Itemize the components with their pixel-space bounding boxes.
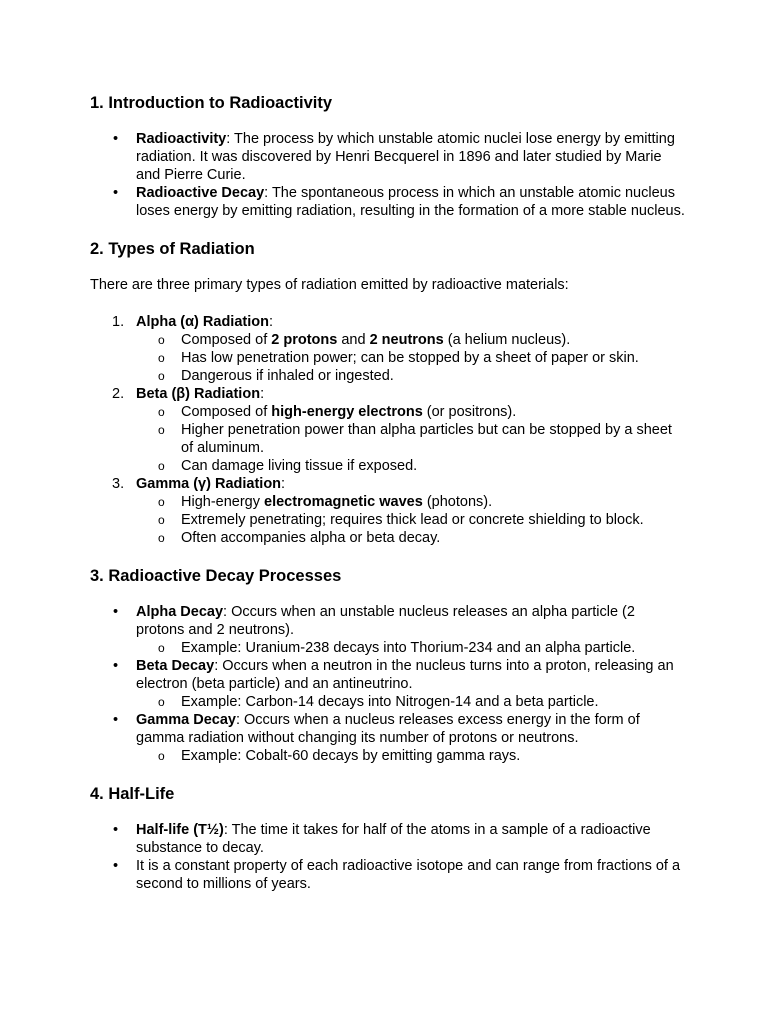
text: (a helium nucleus).	[443, 332, 571, 348]
term: Half-life (T½)	[136, 822, 224, 838]
sub-list	[136, 493, 685, 547]
colon: :	[281, 476, 286, 492]
sub-list-item	[90, 457, 685, 475]
colon: :	[268, 314, 273, 330]
section-heading: 4. Half-Life	[90, 785, 175, 803]
section-heading: 3. Radioactive Decay Processes	[90, 567, 342, 585]
bullet-list	[90, 821, 685, 893]
sub-list-item	[90, 349, 685, 367]
term: Alpha Decay	[136, 604, 224, 620]
text: and	[337, 332, 370, 348]
text: Higher penetration power than alpha particles but can be stopped by a sheet of aluminum.	[181, 422, 672, 456]
list-item	[90, 130, 685, 184]
list-number: 2.	[112, 386, 125, 402]
sub-list	[136, 639, 685, 657]
text: (photons).	[422, 494, 493, 510]
bold-text: high-energy electrons	[271, 404, 423, 420]
example-item: o Example: Cobalt-60 decays by emitting gamma rays.	[90, 747, 685, 765]
text: Has low penetration power; can be stopped by a sheet of paper or skin.	[181, 350, 639, 366]
term: Gamma (γ) Radiation	[136, 476, 282, 492]
term: Beta (β) Radiation	[136, 386, 261, 402]
list-item	[90, 821, 685, 857]
text: Extremely penetrating; requires thick lead or concrete shielding to block.	[181, 512, 644, 528]
sub-list	[136, 403, 685, 475]
term: Alpha (α) Radiation	[136, 314, 269, 330]
term: Radioactive Decay	[136, 185, 265, 201]
sub-list-item	[90, 529, 685, 547]
list-item	[90, 603, 685, 657]
sub-list-item	[90, 511, 685, 529]
list-number: 1.	[112, 314, 125, 330]
bold-text: 2 neutrons	[369, 332, 444, 348]
section-heading: 1. Introduction to Radioactivity	[90, 94, 333, 112]
numbered-list	[90, 313, 685, 547]
example-item: o Example: Carbon-14 decays into Nitrogen-14 and a beta particle.	[90, 693, 685, 711]
list-item	[90, 184, 685, 220]
sub-list-item	[90, 331, 685, 349]
sub-list-item	[90, 421, 685, 457]
definition: : Occurs when a nucleus releases excess energy in the form of gamma radiation without changing its number of protons or neutrons.	[136, 712, 640, 746]
list-item	[90, 857, 685, 893]
definition: : The process by which unstable atomic nuclei lose energy by emitting radiation. It was discovered by Henri Becquerel in 1896 and later studied by Marie and Pierre Curie.	[136, 131, 675, 183]
text: Composed of	[181, 332, 272, 348]
text: (or positrons).	[422, 404, 517, 420]
sub-list	[136, 693, 685, 711]
text: Composed of	[181, 404, 272, 420]
definition: : Occurs when a neutron in the nucleus turns into a proton, releasing an electron (beta particle) and an antineutrino.	[136, 658, 674, 692]
definition: : The time it takes for half of the atoms in a sample of a radioactive substance to decay.	[136, 822, 651, 856]
bold-text: electromagnetic waves	[264, 494, 423, 510]
term: Gamma Decay	[136, 712, 236, 728]
section-intro: There are three primary types of radiation emitted by radioactive materials:	[90, 277, 569, 293]
definition: : The spontaneous process in which an unstable atomic nucleus loses energy by emitting radiation, resulting in the formation of a more stable nucleus.	[136, 185, 685, 219]
sub-list-item	[90, 493, 685, 511]
term: Beta Decay	[136, 658, 215, 674]
text: Can damage living tissue if exposed.	[181, 458, 418, 474]
list-item	[90, 313, 685, 385]
sub-list	[136, 747, 685, 765]
definition: It is a constant property of each radioactive isotope and can range from fractions of a second to millions of years.	[136, 858, 681, 892]
document-content	[90, 93, 685, 893]
bullet-list	[90, 603, 685, 765]
sub-list-item	[90, 403, 685, 421]
list-item	[90, 657, 685, 711]
list-item	[90, 385, 685, 475]
colon: :	[260, 386, 265, 402]
text: Dangerous if inhaled or ingested.	[181, 368, 394, 384]
list-item	[90, 475, 685, 547]
definition: : Occurs when an unstable nucleus releases an alpha particle (2 protons and 2 neutrons).	[136, 604, 635, 638]
bold-text: 2 protons	[271, 332, 338, 348]
list-number: 3.	[112, 476, 125, 492]
bullet-list	[90, 130, 685, 220]
sub-list-item	[90, 367, 685, 385]
list-item	[90, 711, 685, 765]
text: Often accompanies alpha or beta decay.	[181, 530, 441, 546]
example-item: o Example: Uranium-238 decays into Thorium-234 and an alpha particle.	[90, 639, 685, 657]
sub-list	[136, 331, 685, 385]
section-heading: 2. Types of Radiation	[90, 240, 255, 258]
text: High-energy	[181, 494, 265, 510]
term: Radioactivity	[136, 131, 227, 147]
